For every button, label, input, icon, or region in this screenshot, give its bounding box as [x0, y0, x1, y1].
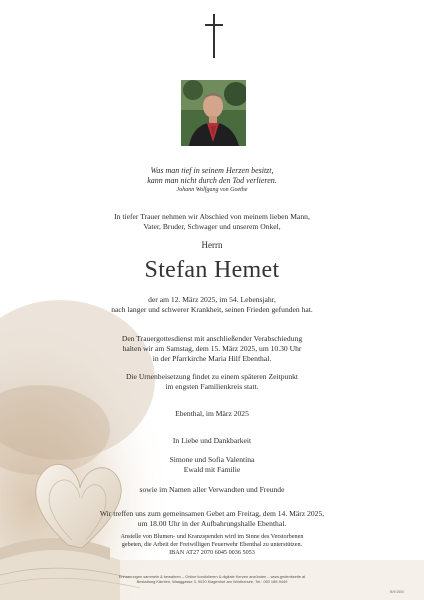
prayer-line: um 18.00 Uhr in der Aufbahrungshalle Ebenthal. — [137, 519, 287, 528]
death-notice — [0, 295, 424, 315]
donation-line: gebeten, die Arbeit der Freiwilligen Feuerwehr Ebenthal zu unterstützen. — [121, 541, 303, 548]
cross-icon — [205, 14, 223, 58]
donation-info — [0, 533, 424, 557]
death-line: der am 12. März 2025, im 54. Lebensjahr, — [148, 295, 276, 304]
prayer-info — [0, 509, 424, 529]
intro-text — [0, 212, 424, 232]
relatives-line: sowie im Namen aller Verwandten und Freunde — [139, 485, 285, 494]
urn-burial-info — [0, 372, 424, 392]
love-gratitude: In Liebe und Dankbarkeit — [172, 436, 252, 445]
intro-line: Vater, Bruder, Schwager und unserem Onkel, — [143, 222, 281, 231]
footer — [0, 574, 424, 584]
service-line: halten wir am Samstag, dem 15. März 2025, um 10.30 Uhr — [122, 344, 302, 353]
iban: IBAN AT27 2070 6045 0036 5053 — [169, 549, 255, 556]
quote-author: Johann Wolfgang von Goethe — [176, 187, 248, 193]
place-date: Ebenthal, im März 2025 — [175, 409, 249, 418]
urn-line: Die Urnenbeisetzung findet zu einem späteren Zeitpunkt — [125, 372, 299, 381]
footer-line: Erinnerungen sammeln & bewahren – Online kondolieren & digitale Kerzen anzünden – www.gedenkseite.at — [118, 574, 306, 579]
donation-line: Anstelle von Blumen- und Kranzspenden wird im Sinne des Verstorbenen — [120, 533, 304, 540]
document-code: B/9/1500 — [390, 590, 405, 594]
quote-block — [0, 166, 424, 195]
deceased-portrait-photo — [181, 80, 246, 146]
funeral-service-info — [0, 334, 424, 364]
deceased-name: Stefan Hemet — [144, 257, 280, 283]
family-line: Ewald mit Familie — [183, 465, 241, 474]
family-line: Simone und Sofia Valentina — [169, 455, 255, 464]
service-line: Den Trauergottesdienst mit anschließender Verabschiedung — [121, 334, 303, 343]
quote-line: kann man nicht durch den Tod verlieren. — [147, 176, 277, 185]
salutation: Herrn — [201, 240, 223, 250]
prayer-line: Wir treffen uns zum gemeinsamen Gebet am Freitag, dem 14. März 2025, — [99, 509, 325, 518]
family-names — [0, 455, 424, 475]
service-line: in der Pfarrkirche Maria Hilf Ebenthal. — [152, 354, 272, 363]
intro-line: In tiefer Trauer nehmen wir Abschied von meinem lieben Mann, — [114, 212, 310, 221]
footer-line: Bestattung Kärnten, Waaggasse 3, 9020 Klagenfurt am Wörthersee, Tel.: 050 189-9449 — [136, 579, 288, 584]
quote-line: Was man tief in seinem Herzen besitzt, — [150, 166, 274, 175]
death-line: nach langer und schwerer Krankheit, seinen Frieden gefunden hat. — [111, 305, 313, 314]
urn-line: im engsten Familienkreis statt. — [165, 382, 259, 391]
